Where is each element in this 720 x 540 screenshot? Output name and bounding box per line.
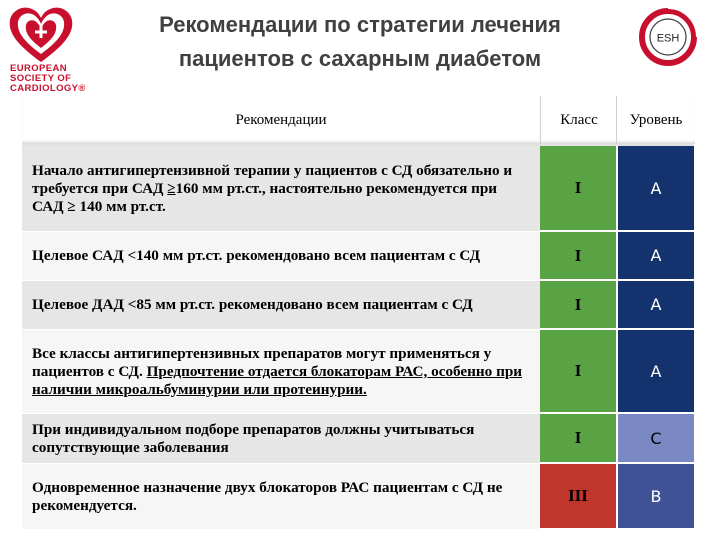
esc-logo-text [10, 64, 88, 94]
level-cell: A [616, 330, 694, 414]
recommendation-text-part: Целевое ДАД <85 мм рт.ст. рекомендовано всем пациентам с СД [32, 296, 473, 313]
header-recommendations: Рекомендации [22, 96, 540, 144]
table-row [22, 464, 694, 530]
recommendation-cell [22, 146, 540, 232]
page-title [110, 8, 610, 76]
page-title-line-1: Рекомендации по стратегии лечения [159, 12, 561, 37]
recommendation-text-part: При индивидуальном подборе препаратов должны учитываться сопутствующие заболевания [32, 420, 475, 456]
level-cell: A [616, 281, 694, 330]
recommendation-cell [22, 232, 540, 281]
class-cell: I [540, 232, 616, 281]
recommendation-cell [22, 414, 540, 464]
recommendation-text [32, 162, 530, 216]
recommendation-text [32, 479, 530, 515]
table-row [22, 146, 694, 232]
recommendation-text-part: Целевое САД <140 мм рт.ст. рекомендовано всем пациентам с СД [32, 247, 481, 264]
esc-logo-line-1: EUROPEAN [10, 63, 68, 74]
level-cell: B [616, 464, 694, 530]
recommendation-text [32, 247, 480, 265]
recommendation-text-part: Начало антигипертензивной терапии у пациентов с СД обязательно и требуется при САД [32, 161, 513, 197]
table-row [22, 232, 694, 281]
recommendation-text-part: Все классы антигипертензивных препаратов могут применяться у пациентов с СД. [32, 344, 492, 380]
class-cell: III [540, 464, 616, 530]
esh-logo [637, 6, 699, 68]
heart-logo-icon [6, 4, 76, 66]
recommendation-text [32, 345, 530, 399]
class-cell: I [540, 146, 616, 232]
recommendation-text-part: 160 мм рт.ст., настоятельно рекомендуется при САД ≥ 140 мм рт.ст. [32, 179, 498, 215]
level-cell: C [616, 414, 694, 464]
recommendation-cell [22, 330, 540, 414]
header-level: Уровень [616, 96, 695, 144]
esh-logo-text: ESH [656, 32, 680, 45]
level-cell: A [616, 232, 694, 281]
recommendation-text-part: Предпочтение отдается блокаторам РАС, особенно при наличии микроальбуминурии или протеинурии. [32, 362, 523, 398]
level-cell: A [616, 146, 694, 232]
recommendation-text-part: Одновременное назначение двух блокаторов РАС пациентам с СД не рекомендуется. [32, 478, 503, 514]
recommendation-cell [22, 281, 540, 330]
class-cell: I [540, 330, 616, 414]
class-cell: I [540, 414, 616, 464]
esc-logo-line-2: SOCIETY OF [10, 73, 72, 84]
recommendations-table [22, 96, 694, 532]
header-class: Класс [540, 96, 617, 144]
recommendation-text-part: ≥ [167, 179, 176, 197]
table-row [22, 414, 694, 464]
page-title-line-2: пациентов с сахарным диабетом [178, 46, 542, 71]
recommendation-text [32, 296, 473, 314]
recommendation-text [32, 421, 530, 457]
esh-logo-icon [637, 6, 699, 68]
esc-logo-line-3: CARDIOLOGY® [10, 83, 86, 94]
table-row [22, 330, 694, 414]
class-cell: I [540, 281, 616, 330]
table-row [22, 281, 694, 330]
recommendation-cell [22, 464, 540, 530]
